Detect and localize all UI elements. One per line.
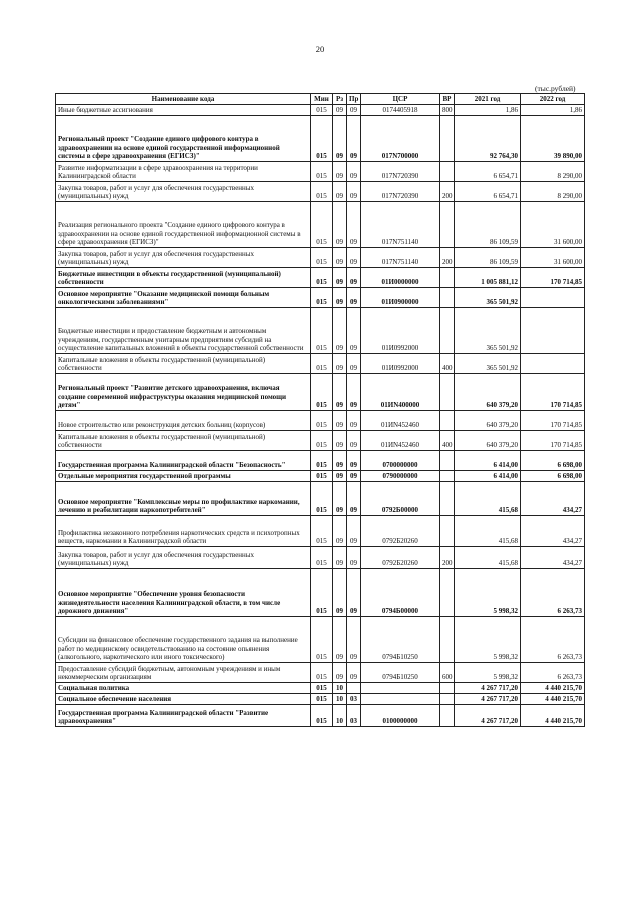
cell-min: 015 bbox=[311, 268, 333, 288]
cell-min: 015 bbox=[311, 569, 333, 617]
cell-rz: 09 bbox=[333, 411, 347, 431]
cell-2022: 6 698,00 bbox=[521, 471, 585, 482]
cell-csr: 017N720390 bbox=[361, 162, 440, 182]
cell-rz: 09 bbox=[333, 268, 347, 288]
cell-min: 015 bbox=[311, 471, 333, 482]
cell-2022: 4 440 215,70 bbox=[521, 705, 585, 727]
cell-name: Капитальные вложения в объекты государственной (муниципальной) собственности bbox=[56, 431, 311, 451]
header-pr: Пр bbox=[347, 94, 361, 105]
cell-2022: 6 263,73 bbox=[521, 569, 585, 617]
cell-2021: 86 109,59 bbox=[455, 202, 521, 248]
cell-2022: 434,27 bbox=[521, 516, 585, 547]
cell-min: 015 bbox=[311, 694, 333, 705]
cell-vr: 200 bbox=[440, 547, 455, 569]
cell-vr bbox=[440, 617, 455, 663]
table-row bbox=[56, 182, 585, 202]
cell-2021: 4 267 717,20 bbox=[455, 705, 521, 727]
table-row bbox=[56, 248, 585, 268]
cell-csr: 01ИN452460 bbox=[361, 431, 440, 451]
cell-name: Отдельные мероприятия государственной программы bbox=[56, 471, 311, 482]
cell-2021: 4 267 717,20 bbox=[455, 694, 521, 705]
table-row bbox=[56, 374, 585, 411]
cell-2022: 434,27 bbox=[521, 482, 585, 516]
cell-rz: 09 bbox=[333, 663, 347, 683]
header-min: Мин bbox=[311, 94, 333, 105]
table-row bbox=[56, 354, 585, 374]
cell-csr: 0794Б10250 bbox=[361, 663, 440, 683]
cell-csr: 0794Б10250 bbox=[361, 617, 440, 663]
cell-csr: 0792Б20260 bbox=[361, 516, 440, 547]
table-row bbox=[56, 547, 585, 569]
cell-vr bbox=[440, 308, 455, 354]
cell-name: Государственная программа Калининградской области "Безопасность" bbox=[56, 451, 311, 471]
cell-csr: 01И0900000 bbox=[361, 288, 440, 308]
cell-name: Реализация регионального проекта "Создание единого цифрового контура в здравоохранении на основе единой государственной информационной системы в сфере здравоохранения (ЕГИСЗ)" bbox=[56, 202, 311, 248]
table-row bbox=[56, 569, 585, 617]
cell-rz: 09 bbox=[333, 248, 347, 268]
cell-vr bbox=[440, 288, 455, 308]
cell-2021: 640 379,20 bbox=[455, 411, 521, 431]
units-label: (тыс.рублей) bbox=[535, 84, 576, 93]
cell-rz: 09 bbox=[333, 431, 347, 451]
cell-pr: 09 bbox=[347, 374, 361, 411]
cell-name: Развитие информатизации в сфере здравоохранения на территории Калининградской области bbox=[56, 162, 311, 182]
cell-rz: 09 bbox=[333, 354, 347, 374]
cell-min: 015 bbox=[311, 617, 333, 663]
cell-vr bbox=[440, 451, 455, 471]
cell-pr: 09 bbox=[347, 105, 361, 116]
header-vr: ВР bbox=[440, 94, 455, 105]
cell-pr: 09 bbox=[347, 617, 361, 663]
cell-min: 015 bbox=[311, 288, 333, 308]
cell-name: Закупка товаров, работ и услуг для обеспечения государственных (муниципальных) нужд bbox=[56, 248, 311, 268]
cell-pr: 09 bbox=[347, 471, 361, 482]
cell-vr bbox=[440, 268, 455, 288]
table-row bbox=[56, 482, 585, 516]
cell-2022: 170 714,85 bbox=[521, 374, 585, 411]
cell-csr: 017N751140 bbox=[361, 248, 440, 268]
cell-min: 015 bbox=[311, 683, 333, 694]
cell-vr bbox=[440, 471, 455, 482]
cell-2021: 640 379,20 bbox=[455, 431, 521, 451]
cell-csr bbox=[361, 683, 440, 694]
cell-pr: 09 bbox=[347, 516, 361, 547]
cell-name: Новое строительство или реконструкция детских больниц (корпусов) bbox=[56, 411, 311, 431]
cell-2022: 4 440 215,70 bbox=[521, 694, 585, 705]
table-header-row bbox=[56, 94, 585, 105]
cell-csr: 0700000000 bbox=[361, 451, 440, 471]
cell-min: 015 bbox=[311, 516, 333, 547]
cell-2022: 6 263,73 bbox=[521, 617, 585, 663]
cell-vr: 200 bbox=[440, 248, 455, 268]
cell-csr: 01И0992000 bbox=[361, 308, 440, 354]
cell-min: 015 bbox=[311, 451, 333, 471]
cell-rz: 09 bbox=[333, 162, 347, 182]
cell-pr: 03 bbox=[347, 705, 361, 727]
cell-2021: 86 109,59 bbox=[455, 248, 521, 268]
cell-min: 015 bbox=[311, 411, 333, 431]
table-row bbox=[56, 202, 585, 248]
cell-name: Основное мероприятие "Комплексные меры по профилактике наркомании, лечению и реабилитации наркопотребителей" bbox=[56, 482, 311, 516]
cell-csr: 0174405918 bbox=[361, 105, 440, 116]
cell-min: 015 bbox=[311, 105, 333, 116]
cell-rz: 09 bbox=[333, 105, 347, 116]
cell-2021: 5 998,32 bbox=[455, 569, 521, 617]
table-row bbox=[56, 705, 585, 727]
cell-2022 bbox=[521, 288, 585, 308]
cell-min: 015 bbox=[311, 182, 333, 202]
cell-name: Бюджетные инвестиции и предоставление бюджетным и автономным учреждениям, государственным унитарным предприятиям субсидий на осуществление капитальных вложений в объекты государственной собственности bbox=[56, 308, 311, 354]
cell-rz: 09 bbox=[333, 516, 347, 547]
cell-pr: 09 bbox=[347, 354, 361, 374]
cell-rz: 09 bbox=[333, 569, 347, 617]
cell-vr bbox=[440, 116, 455, 162]
cell-min: 015 bbox=[311, 116, 333, 162]
cell-vr bbox=[440, 202, 455, 248]
cell-csr: 01ИN400000 bbox=[361, 374, 440, 411]
cell-vr bbox=[440, 569, 455, 617]
cell-rz: 10 bbox=[333, 694, 347, 705]
cell-name: Социальное обеспечение населения bbox=[56, 694, 311, 705]
cell-rz: 09 bbox=[333, 374, 347, 411]
cell-pr: 09 bbox=[347, 162, 361, 182]
cell-name: Основное мероприятие "Оказание медицинской помощи больным онкологическими заболеваниями" bbox=[56, 288, 311, 308]
cell-min: 015 bbox=[311, 705, 333, 727]
cell-2021: 6 654,71 bbox=[455, 182, 521, 202]
table-row bbox=[56, 451, 585, 471]
cell-rz: 09 bbox=[333, 116, 347, 162]
table-row bbox=[56, 516, 585, 547]
cell-pr: 03 bbox=[347, 694, 361, 705]
cell-2021: 365 501,92 bbox=[455, 308, 521, 354]
cell-csr: 01И0000000 bbox=[361, 268, 440, 288]
cell-vr bbox=[440, 162, 455, 182]
cell-name: Государственная программа Калининградской области "Развитие здравоохранения" bbox=[56, 705, 311, 727]
table-row bbox=[56, 617, 585, 663]
cell-name: Основное мероприятие "Обеспечение уровня безопасности жизнедеятельности населения Калининградской области, в том числе дорожного движения" bbox=[56, 569, 311, 617]
cell-vr bbox=[440, 374, 455, 411]
cell-pr: 09 bbox=[347, 268, 361, 288]
cell-2022: 6 263,73 bbox=[521, 663, 585, 683]
cell-rz: 09 bbox=[333, 617, 347, 663]
cell-2022: 39 890,00 bbox=[521, 116, 585, 162]
cell-vr: 600 bbox=[440, 663, 455, 683]
cell-2022: 170 714,85 bbox=[521, 411, 585, 431]
cell-csr: 0792Б20260 bbox=[361, 547, 440, 569]
cell-vr bbox=[440, 683, 455, 694]
cell-vr: 400 bbox=[440, 431, 455, 451]
cell-pr: 09 bbox=[347, 547, 361, 569]
cell-min: 015 bbox=[311, 431, 333, 451]
cell-pr: 09 bbox=[347, 202, 361, 248]
cell-rz: 09 bbox=[333, 182, 347, 202]
cell-min: 015 bbox=[311, 547, 333, 569]
cell-pr bbox=[347, 683, 361, 694]
cell-csr: 0794Б00000 bbox=[361, 569, 440, 617]
cell-vr: 200 bbox=[440, 182, 455, 202]
cell-csr: 017N700000 bbox=[361, 116, 440, 162]
cell-2022: 170 714,85 bbox=[521, 268, 585, 288]
cell-vr bbox=[440, 694, 455, 705]
table-row bbox=[56, 162, 585, 182]
cell-rz: 09 bbox=[333, 482, 347, 516]
cell-csr: 017N751140 bbox=[361, 202, 440, 248]
header-name: Наименование кода bbox=[56, 94, 311, 105]
header-2022: 2022 год bbox=[521, 94, 585, 105]
cell-pr: 09 bbox=[347, 182, 361, 202]
cell-vr bbox=[440, 516, 455, 547]
cell-rz: 09 bbox=[333, 202, 347, 248]
cell-2021: 5 998,32 bbox=[455, 663, 521, 683]
cell-vr bbox=[440, 411, 455, 431]
cell-2022: 31 600,00 bbox=[521, 202, 585, 248]
cell-csr: 01И0992000 bbox=[361, 354, 440, 374]
cell-vr bbox=[440, 482, 455, 516]
cell-name: Субсидии на финансовое обеспечение государственного задания на выполнение работ по медицинскому освидетельствованию на состояние опьянения (алкогольного, наркотического или иного токсического) bbox=[56, 617, 311, 663]
cell-vr: 800 bbox=[440, 105, 455, 116]
cell-pr: 09 bbox=[347, 569, 361, 617]
table-row bbox=[56, 471, 585, 482]
cell-csr: 0792Б00000 bbox=[361, 482, 440, 516]
cell-vr bbox=[440, 705, 455, 727]
cell-2021: 5 998,32 bbox=[455, 617, 521, 663]
cell-2021: 415,68 bbox=[455, 547, 521, 569]
header-rz: Рз bbox=[333, 94, 347, 105]
cell-2022: 434,27 bbox=[521, 547, 585, 569]
cell-min: 015 bbox=[311, 354, 333, 374]
cell-min: 015 bbox=[311, 308, 333, 354]
cell-2021: 1,86 bbox=[455, 105, 521, 116]
cell-rz: 10 bbox=[333, 683, 347, 694]
cell-2022: 31 600,00 bbox=[521, 248, 585, 268]
cell-min: 015 bbox=[311, 202, 333, 248]
table-row bbox=[56, 663, 585, 683]
cell-2022: 8 290,00 bbox=[521, 182, 585, 202]
cell-rz: 09 bbox=[333, 308, 347, 354]
cell-pr: 09 bbox=[347, 411, 361, 431]
cell-2021: 6 654,71 bbox=[455, 162, 521, 182]
table-row bbox=[56, 105, 585, 116]
cell-2022: 170 714,85 bbox=[521, 431, 585, 451]
cell-rz: 09 bbox=[333, 451, 347, 471]
cell-2022: 6 698,00 bbox=[521, 451, 585, 471]
table-row bbox=[56, 308, 585, 354]
cell-min: 015 bbox=[311, 162, 333, 182]
page-number: 20 bbox=[315, 44, 325, 54]
table-row bbox=[56, 694, 585, 705]
cell-2022: 8 290,00 bbox=[521, 162, 585, 182]
cell-2021: 365 501,92 bbox=[455, 354, 521, 374]
table-row bbox=[56, 683, 585, 694]
cell-csr: 0790000000 bbox=[361, 471, 440, 482]
cell-name: Бюджетные инвестиции в объекты государственной (муниципальной) собственности bbox=[56, 268, 311, 288]
cell-2022: 1,86 bbox=[521, 105, 585, 116]
cell-pr: 09 bbox=[347, 248, 361, 268]
cell-pr: 09 bbox=[347, 482, 361, 516]
cell-rz: 09 bbox=[333, 547, 347, 569]
cell-2022 bbox=[521, 308, 585, 354]
header-csr: ЦСР bbox=[361, 94, 440, 105]
cell-name: Закупка товаров, работ и услуг для обеспечения государственных (муниципальных) нужд bbox=[56, 547, 311, 569]
table-row bbox=[56, 411, 585, 431]
cell-csr: 01ИN452460 bbox=[361, 411, 440, 431]
cell-pr: 09 bbox=[347, 308, 361, 354]
table-row bbox=[56, 116, 585, 162]
cell-min: 015 bbox=[311, 482, 333, 516]
header-2021: 2021 год bbox=[455, 94, 521, 105]
cell-pr: 09 bbox=[347, 116, 361, 162]
budget-table bbox=[55, 93, 585, 727]
cell-pr: 09 bbox=[347, 288, 361, 308]
table-row bbox=[56, 431, 585, 451]
cell-name: Иные бюджетные ассигнования bbox=[56, 105, 311, 116]
cell-min: 015 bbox=[311, 663, 333, 683]
cell-csr bbox=[361, 694, 440, 705]
cell-2022 bbox=[521, 354, 585, 374]
cell-2022: 4 440 215,70 bbox=[521, 683, 585, 694]
cell-2021: 415,68 bbox=[455, 482, 521, 516]
cell-2021: 6 414,00 bbox=[455, 451, 521, 471]
cell-name: Региональный проект "Создание единого цифрового контура в здравоохранении на основе единой государственной информационной системы в сфере здравоохранения (ЕГИСЗ)" bbox=[56, 116, 311, 162]
cell-csr: 017N720390 bbox=[361, 182, 440, 202]
cell-name: Профилактика незаконного потребления наркотических средств и психотропных веществ, наркомании в Калининградской области bbox=[56, 516, 311, 547]
cell-rz: 09 bbox=[333, 288, 347, 308]
cell-2021: 415,68 bbox=[455, 516, 521, 547]
cell-pr: 09 bbox=[347, 663, 361, 683]
cell-name: Капитальные вложения в объекты государственной (муниципальной) собственности bbox=[56, 354, 311, 374]
cell-rz: 09 bbox=[333, 471, 347, 482]
cell-name: Региональный проект "Развитие детского здравоохранения, включая создание современной инфраструктуры оказания медицинской помощи детям" bbox=[56, 374, 311, 411]
cell-name: Предоставление субсидий бюджетным, автономным учреждениям и иным некоммерческим организациям bbox=[56, 663, 311, 683]
cell-rz: 10 bbox=[333, 705, 347, 727]
cell-min: 015 bbox=[311, 248, 333, 268]
cell-2021: 92 764,30 bbox=[455, 116, 521, 162]
table-row bbox=[56, 268, 585, 288]
cell-csr: 0100000000 bbox=[361, 705, 440, 727]
cell-pr: 09 bbox=[347, 451, 361, 471]
cell-2021: 640 379,20 bbox=[455, 374, 521, 411]
cell-2021: 4 267 717,20 bbox=[455, 683, 521, 694]
cell-2021: 6 414,00 bbox=[455, 471, 521, 482]
cell-2021: 365 501,92 bbox=[455, 288, 521, 308]
cell-2021: 1 005 881,12 bbox=[455, 268, 521, 288]
cell-name: Социальная политика bbox=[56, 683, 311, 694]
cell-min: 015 bbox=[311, 374, 333, 411]
cell-name: Закупка товаров, работ и услуг для обеспечения государственных (муниципальных) нужд bbox=[56, 182, 311, 202]
cell-vr: 400 bbox=[440, 354, 455, 374]
table-row bbox=[56, 288, 585, 308]
cell-pr: 09 bbox=[347, 431, 361, 451]
